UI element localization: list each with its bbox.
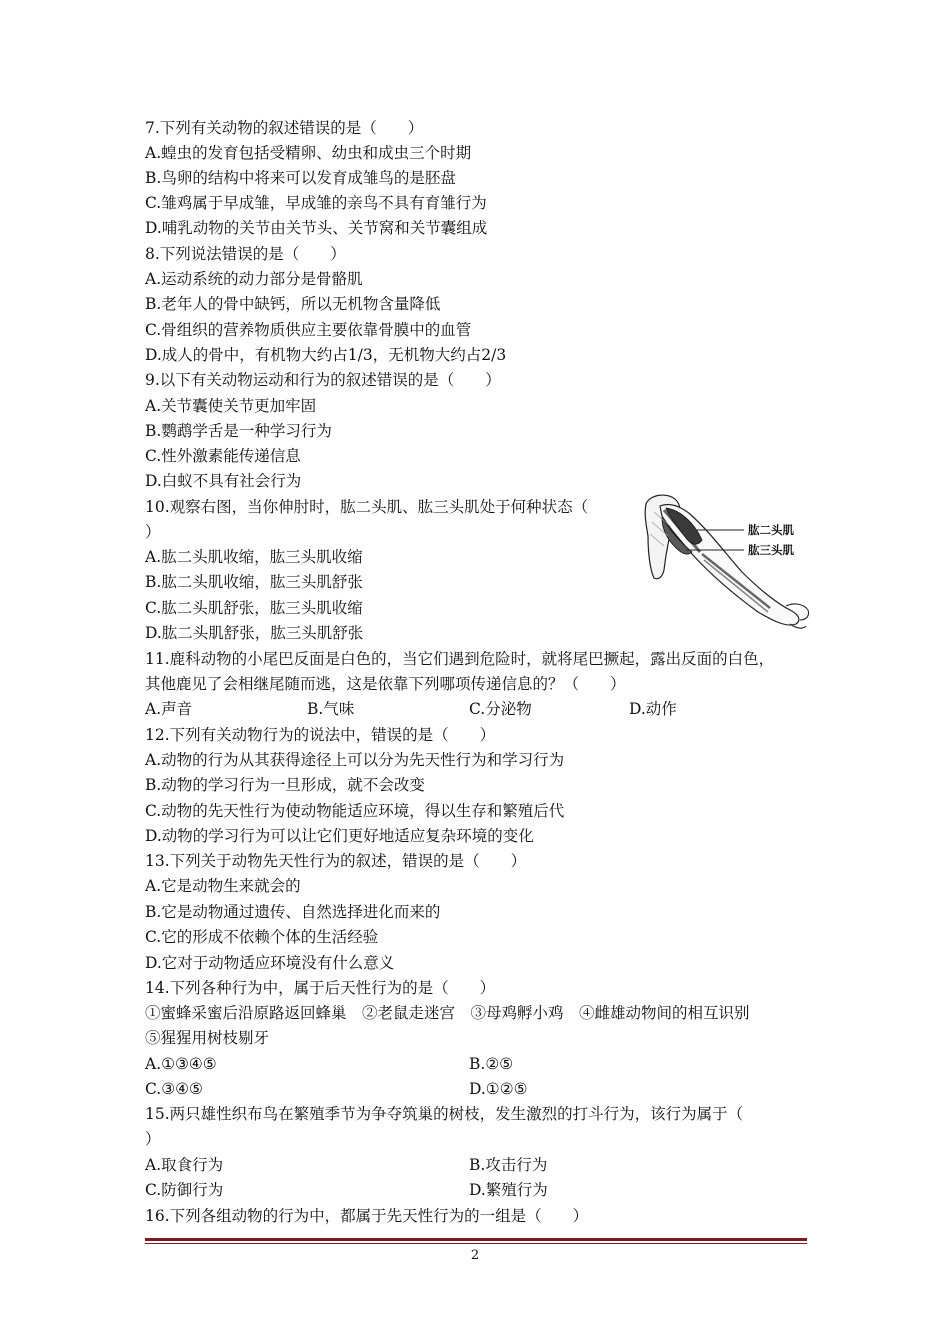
q11-option-d: D.动作: [629, 700, 677, 718]
footer-rule-thick: [145, 1238, 807, 1241]
q11-stem-line1: 11.鹿科动物的小尾巴反面是白色的，当它们遇到危险时，就将尾巴撅起，露出反面的白色，: [145, 650, 775, 668]
q10-stem-line1: 10.观察右图，当你伸肘时，肱二头肌、肱三头肌处于何种状态（: [145, 498, 589, 516]
q15-options-row2: [145, 1180, 807, 1200]
q7-option-c: C.雏鸡属于早成雏，早成雏的亲鸟不具有育雏行为: [145, 194, 487, 212]
q15-option-d: D.繁殖行为: [469, 1181, 548, 1199]
q14-items-line1: ①蜜蜂采蜜后沿原路返回蜂巢 ②老鼠走迷宫 ③母鸡孵小鸡 ④雌雄动物间的相互识别: [145, 1004, 750, 1022]
q12-stem: 12.下列有关动物行为的说法中，错误的是（ ）: [145, 726, 496, 744]
q9-option-d: D.白蚁不具有社会行为: [145, 472, 302, 490]
q8-option-a: A.运动系统的动力部分是骨骼肌: [145, 270, 363, 288]
q8-option-b: B.老年人的骨中缺钙，所以无机物含量降低: [145, 295, 441, 313]
q13-option-b: B.它是动物通过遗传、自然选择进化而来的: [145, 903, 441, 921]
q13-option-d: D.它对于动物适应环境没有什么意义: [145, 954, 395, 972]
q13-option-a: A.它是动物生来就会的: [145, 877, 301, 895]
arm-diagram-image: [640, 492, 815, 637]
q9-option-a: A.关节囊使关节更加牢固: [145, 397, 317, 415]
q12-option-d: D.动物的学习行为可以让它们更好地适应复杂环境的变化: [145, 827, 534, 845]
q8-option-d: D.成人的骨中，有机物大约占1/3，无机物大约占2/3: [145, 346, 507, 364]
q15-stem-line2: ）: [145, 1130, 161, 1148]
page-number: 2: [470, 1248, 480, 1263]
q14-stem: 14.下列各种行为中，属于后天性行为的是（ ）: [145, 979, 496, 997]
q14-options-row1: [145, 1054, 807, 1074]
q9-stem: 9.以下有关动物运动和行为的叙述错误的是（ ）: [145, 371, 501, 389]
q16-stem: 16.下列各组动物的行为中，都属于先天性行为的一组是（ ）: [145, 1207, 589, 1225]
q11-option-a: A.声音: [145, 700, 193, 718]
arm-muscle-figure: [640, 492, 815, 637]
q15-stem-line1: 15.两只雄性织布鸟在繁殖季节为争夺筑巢的树枝，发生激烈的打斗行为，该行为属于（: [145, 1105, 744, 1123]
q11-option-c: C.分泌物: [469, 700, 532, 718]
q12-option-a: A.动物的行为从其获得途径上可以分为先天性行为和学习行为: [145, 751, 565, 769]
q14-option-c: C.③④⑤: [145, 1080, 203, 1098]
q9-option-b: B.鹦鹉学舌是一种学习行为: [145, 422, 332, 440]
q14-options-row2: [145, 1079, 807, 1099]
q14-option-d: D.①②⑤: [469, 1080, 528, 1098]
q8-option-c: C.骨组织的营养物质供应主要依靠骨膜中的血管: [145, 321, 472, 339]
q10-option-a: A.肱二头肌收缩，肱三头肌收缩: [145, 548, 363, 566]
q13-option-c: C.它的形成不依赖个体的生活经验: [145, 928, 379, 946]
q11-stem-line2: 其他鹿见了会相继尾随而逃，这是依靠下列哪项传递信息的？（ ）: [145, 675, 626, 693]
figure-label-triceps: 肱三头肌: [748, 543, 794, 557]
q7-stem: 7.下列有关动物的叙述错误的是（ ）: [145, 119, 424, 137]
q11-options-row: [145, 699, 807, 719]
q10-stem-line2: ）: [145, 523, 161, 541]
q12-option-b: B.动物的学习行为一旦形成，就不会改变: [145, 776, 425, 794]
q12-option-c: C.动物的先天性行为使动物能适应环境，得以生存和繁殖后代: [145, 802, 565, 820]
q8-stem: 8.下列说法错误的是（ ）: [145, 245, 346, 263]
q7-option-a: A.蝗虫的发育包括受精卵、幼虫和成虫三个时期: [145, 144, 472, 162]
q10-option-d: D.肱二头肌舒张，肱三头肌舒张: [145, 624, 364, 642]
q7-option-b: B.鸟卵的结构中将来可以发育成雏鸟的是胚盘: [145, 169, 456, 187]
figure-label-biceps: 肱二头肌: [748, 523, 794, 537]
q14-option-a: A.①③④⑤: [145, 1055, 217, 1073]
q15-option-b: B.攻击行为: [469, 1156, 548, 1174]
q9-option-c: C.性外激素能传递信息: [145, 447, 301, 465]
q13-stem: 13.下列关于动物先天性行为的叙述，错误的是（ ）: [145, 852, 527, 870]
footer-rule-thin: [145, 1243, 807, 1244]
q14-items-line2: ⑤猩猩用树枝剔牙: [145, 1029, 270, 1047]
q15-option-c: C.防御行为: [145, 1181, 224, 1199]
q15-option-a: A.取食行为: [145, 1156, 224, 1174]
q10-option-c: C.肱二头肌舒张，肱三头肌收缩: [145, 599, 363, 617]
q15-options-row1: [145, 1155, 807, 1175]
q7-option-d: D.哺乳动物的关节由关节头、关节窝和关节囊组成: [145, 219, 488, 237]
q11-option-b: B.气味: [307, 700, 355, 718]
q10-option-b: B.肱二头肌收缩，肱三头肌舒张: [145, 573, 363, 591]
q14-option-b: B.②⑤: [469, 1055, 514, 1073]
